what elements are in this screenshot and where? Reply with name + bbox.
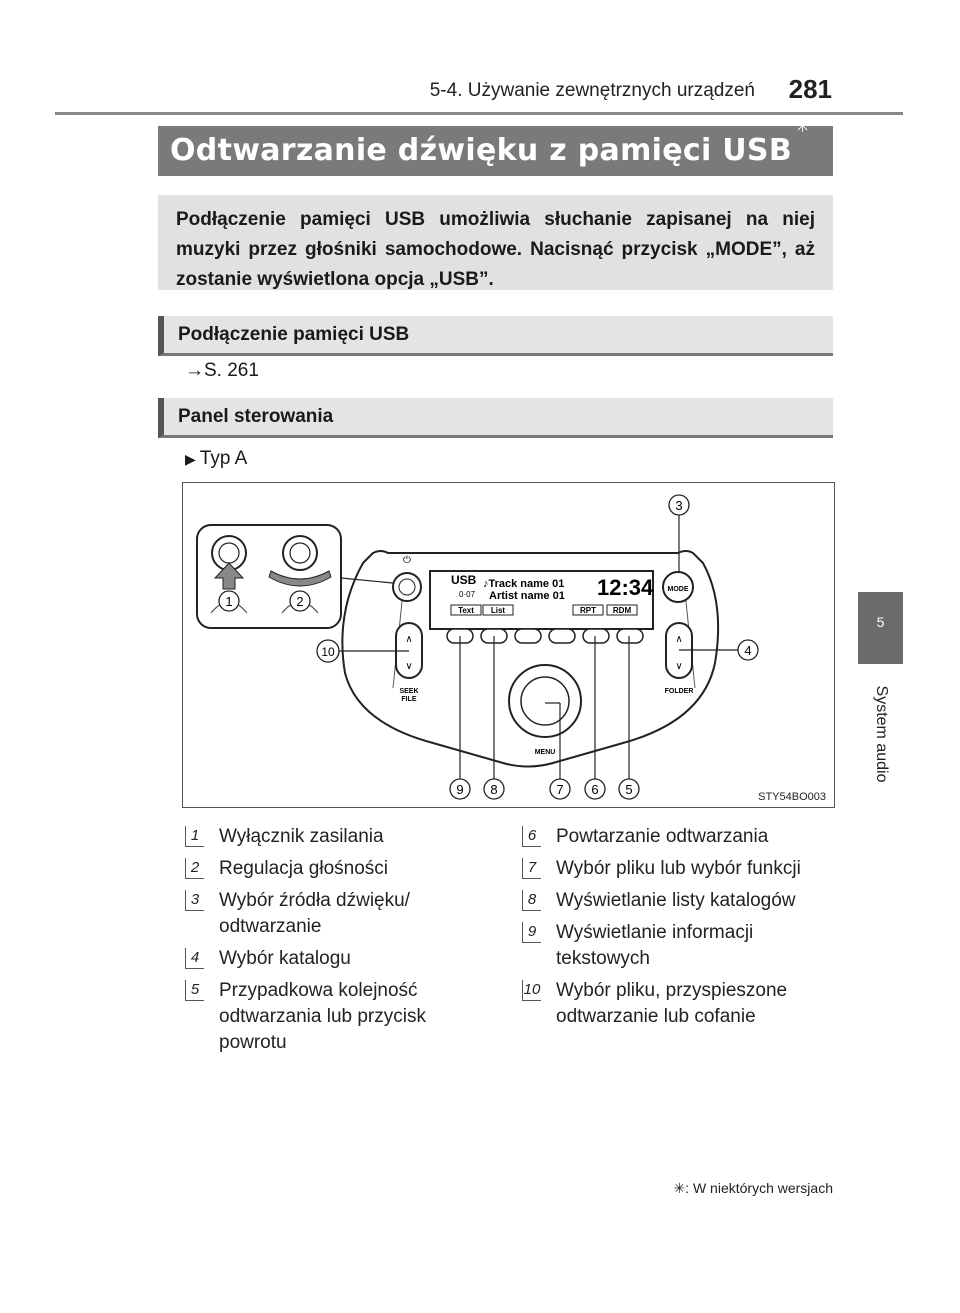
legend-num-2: 2 <box>185 858 204 879</box>
page-title: Odtwarzanie dźwięku z pamięci USB <box>170 133 792 168</box>
figure-code: STY54BO003 <box>758 791 826 803</box>
legend-text-4: Wybór katalogu <box>219 948 351 969</box>
type-label <box>185 448 247 470</box>
callout-2: 2 <box>296 594 304 609</box>
callout-5: 5 <box>625 782 633 797</box>
chapter-tab-label <box>858 664 903 804</box>
softkey-label-2: List <box>490 606 506 615</box>
folder-down-icon: ∨ <box>675 661 683 672</box>
soft-button-6[interactable] <box>617 629 643 643</box>
callout-4: 4 <box>744 643 752 658</box>
callout-3: 3 <box>675 498 683 513</box>
softkey-label-3: RPT <box>580 606 596 615</box>
section-heading-control-panel: Panel sterowania <box>158 398 833 438</box>
legend-text-9: Wyświetlanie informacji tekstowych <box>556 922 754 969</box>
legend-num-9: 9 <box>522 922 541 943</box>
power-symbol: ⏻ <box>403 555 411 566</box>
triangle-bullet-icon: ▶ <box>185 451 196 467</box>
legend-num-3: 3 <box>185 890 204 911</box>
callout-8: 8 <box>490 782 498 797</box>
legend-num-8: 8 <box>522 890 541 911</box>
seek-down-icon: ∨ <box>405 661 413 672</box>
menu-dial-inner <box>521 677 569 725</box>
callout-1: 1 <box>225 594 233 609</box>
legend-text-10: Wybór pliku, przyspieszone odtwarzanie lub cofanie <box>556 980 788 1027</box>
seek-up-icon: ∧ <box>405 634 413 645</box>
legend-num-4: 4 <box>185 948 204 969</box>
legend-num-1: 1 <box>185 826 204 847</box>
intro-box: Podłączenie pamięci USB umożliwia słuchanie zapisanej na niej muzyki przez głośniki samochodowe. Nacisnąć przycisk „MODE”, aż zostanie wyświetlona opcja „USB”. <box>158 195 833 290</box>
mode-button-label: MODE <box>667 586 689 593</box>
folder-up-icon: ∧ <box>675 634 683 645</box>
folder-label: FOLDER <box>664 688 694 695</box>
asterisk-icon: ✳ <box>795 116 811 136</box>
control-panel-figure <box>182 482 835 808</box>
inset-volume-knob-inner <box>290 543 310 563</box>
soft-button-5[interactable] <box>583 629 609 643</box>
display-artist: Artist name 01 <box>489 590 565 602</box>
chapter-tab-label-text: System audio <box>872 685 890 783</box>
legend-text-1: Wyłącznik zasilania <box>219 826 384 847</box>
type-label-text: Typ A <box>199 448 248 469</box>
legend-num-5: 5 <box>185 980 204 1001</box>
power-knob-inner <box>399 579 415 595</box>
softkey-label-4: RDM <box>612 606 632 615</box>
legend-text-7: Wybór pliku lub wybór funkcji <box>556 858 801 879</box>
header-rule <box>55 112 903 115</box>
callout-6: 6 <box>591 782 599 797</box>
page-reference: →S. 261 <box>185 360 259 381</box>
legend-text-6: Powtarzanie odtwarzania <box>556 826 769 847</box>
footnote: ✳: W niektórych wersjach <box>673 1180 833 1196</box>
header-title: 5-4. Używanie zewnętrznych urządzeń <box>429 80 755 101</box>
legend-text-3: Wybór źródła dźwięku/ odtwarzanie <box>219 890 410 937</box>
callout-7: 7 <box>556 782 564 797</box>
file-label: FILE <box>401 696 417 703</box>
softkey-label-1: Text <box>458 606 474 615</box>
seek-label: SEEK <box>399 688 419 695</box>
page-number: 281 <box>788 74 832 104</box>
legend-text-2: Regulacja głośności <box>219 858 388 879</box>
chapter-tab-number: 5 <box>858 592 903 664</box>
legend-text-8: Wyświetlanie listy katalogów <box>556 890 796 911</box>
callout-9: 9 <box>456 782 464 797</box>
inset-power-knob-inner <box>219 543 239 563</box>
legend-text-5: Przypadkowa kolejność odtwarzania lub przycisk powrotu <box>219 980 426 1053</box>
soft-button-4[interactable] <box>549 629 575 643</box>
page-title-bar <box>158 116 833 176</box>
display-counter: 0·07 <box>459 590 476 599</box>
display-source: USB <box>451 573 477 587</box>
legend-num-7: 7 <box>522 858 541 879</box>
soft-button-3[interactable] <box>515 629 541 643</box>
display-track: ♪Track name 01 <box>483 578 565 590</box>
section-heading-usb-connection: Podłączenie pamięci USB <box>158 316 833 356</box>
callout-10: 10 <box>321 645 335 659</box>
display-clock: 12:34 <box>597 575 654 600</box>
legend-num-6: 6 <box>522 826 541 847</box>
legend-num-10: 10 <box>522 980 541 1001</box>
menu-label: MENU <box>534 749 556 756</box>
